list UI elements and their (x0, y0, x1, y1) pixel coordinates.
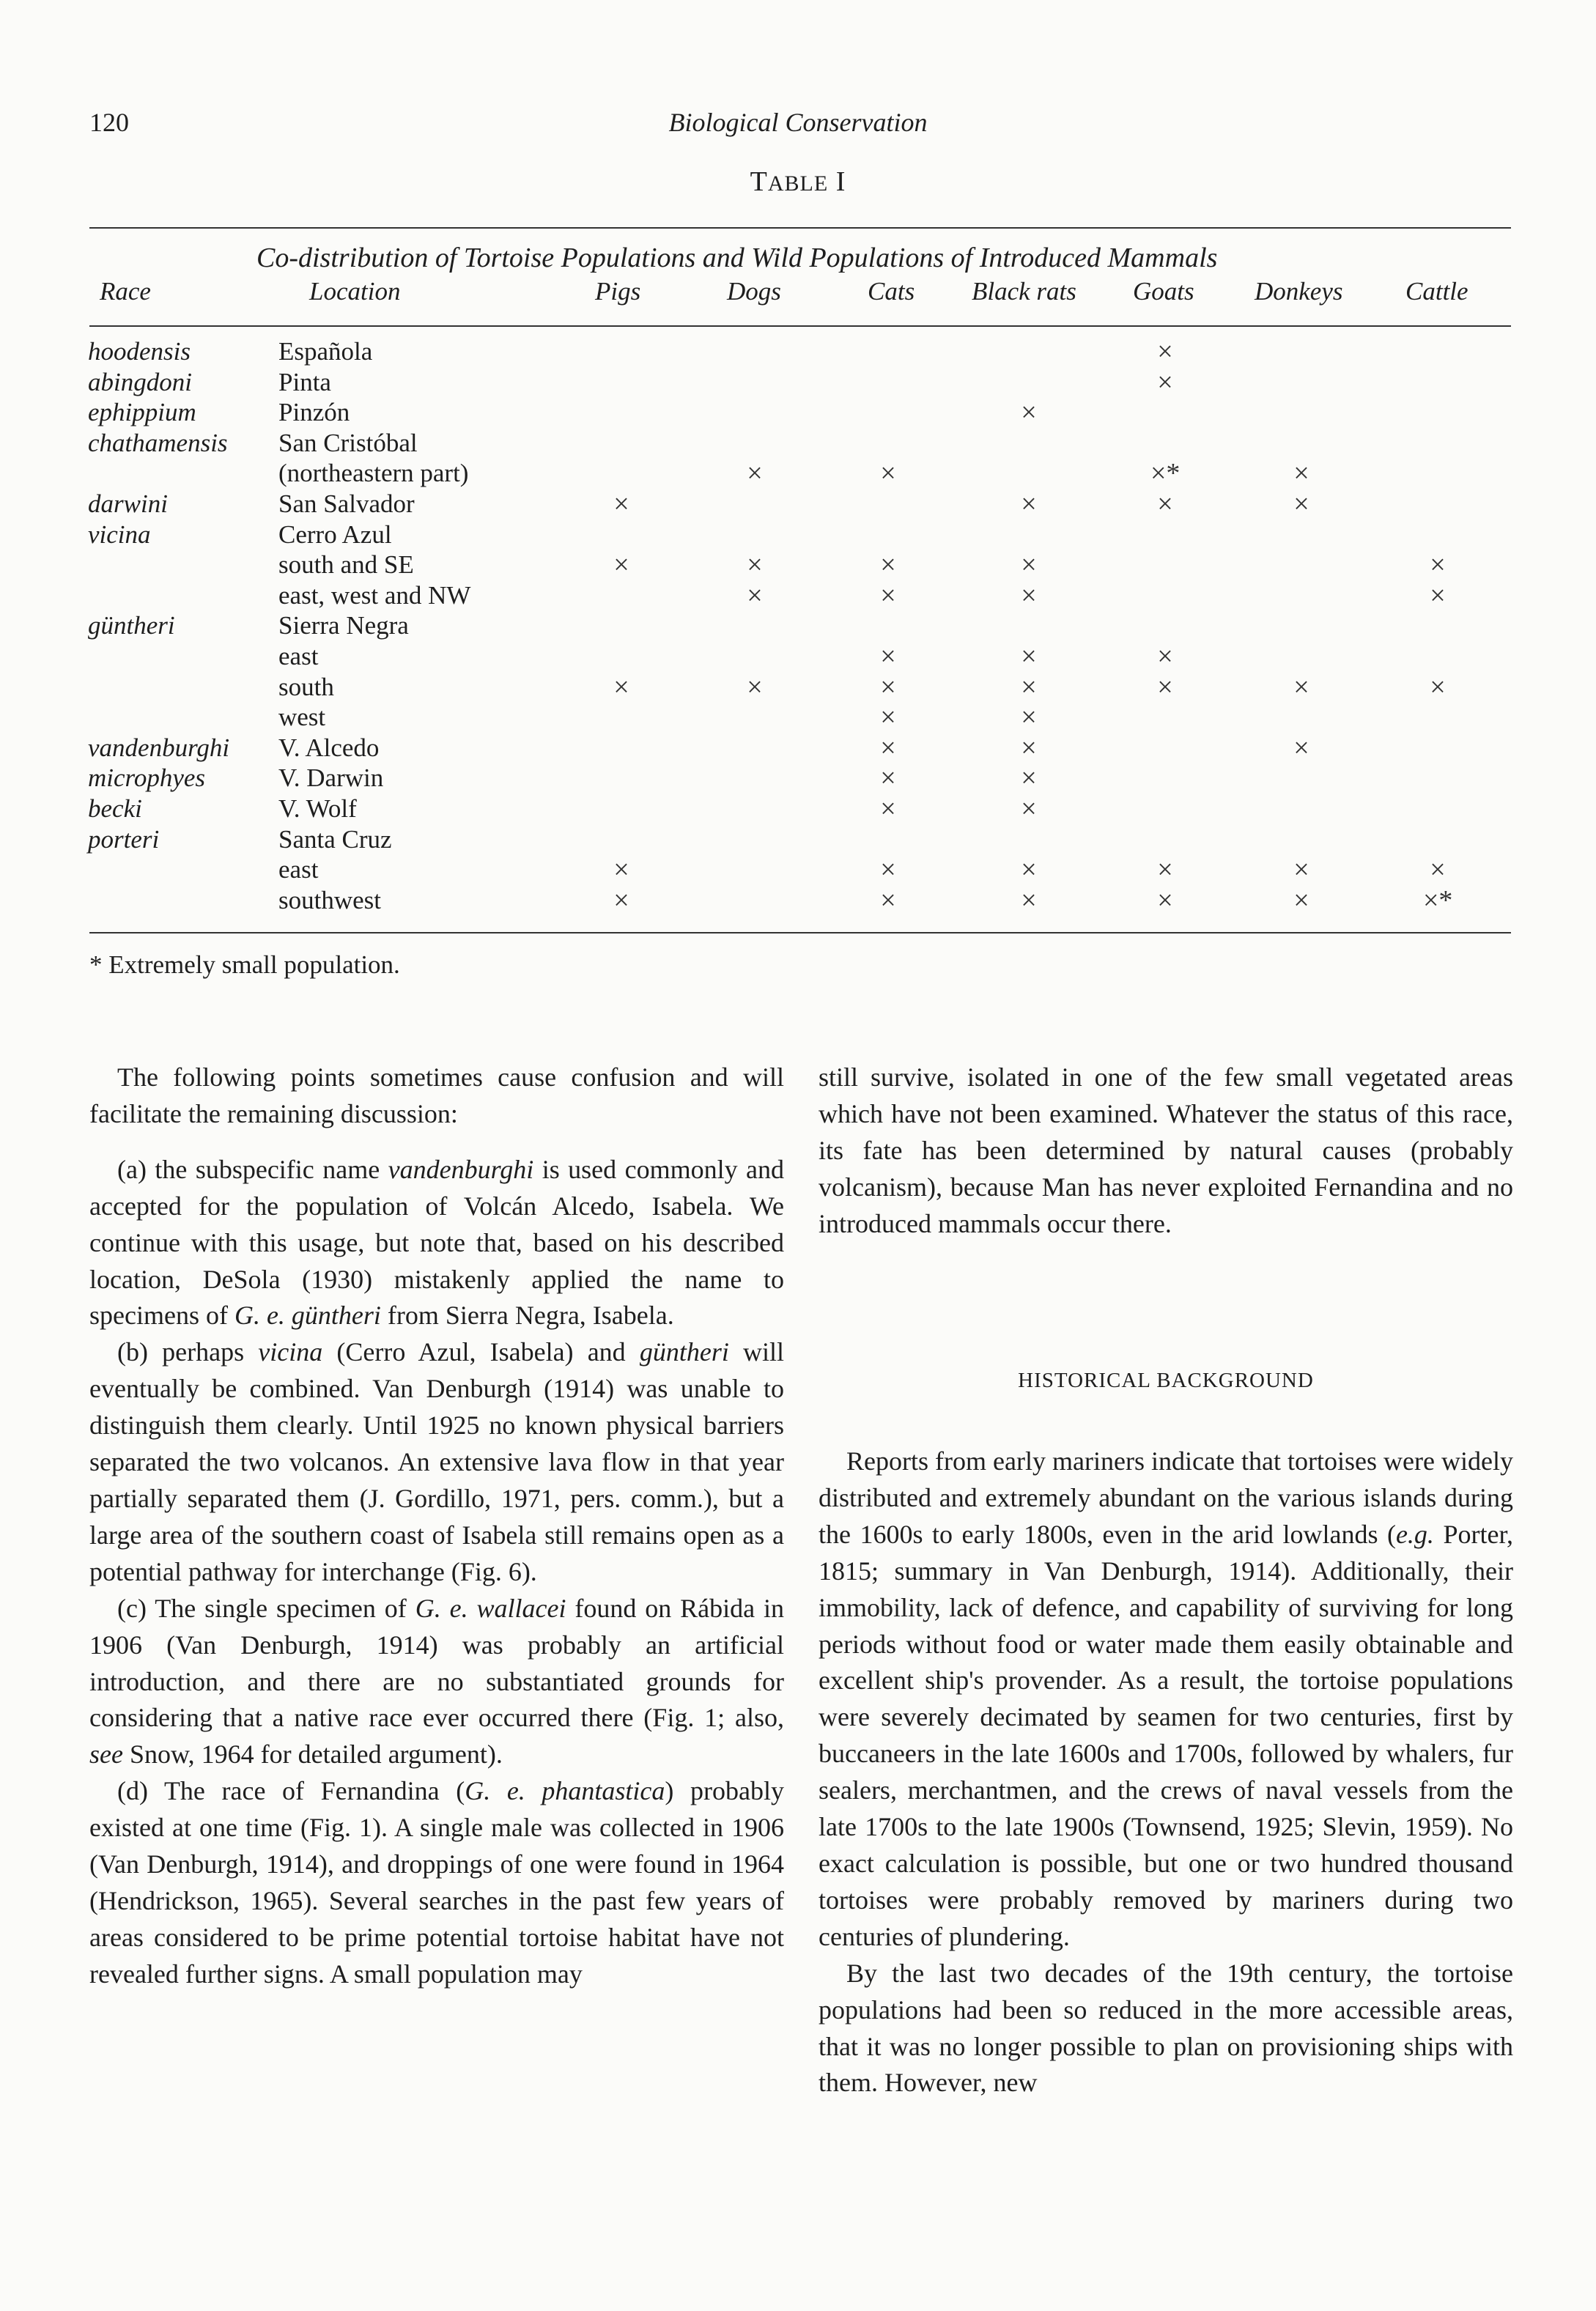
table-cell-location: east (278, 855, 319, 884)
table-cell-location: (northeastern part) (278, 459, 469, 487)
table-cell-location: V. Wolf (278, 794, 357, 823)
table-title (0, 166, 1596, 198)
table-cell-donkeys: × (1293, 672, 1309, 703)
table-cell-location: Pinta (278, 368, 331, 396)
table-cell-cats: × (880, 885, 896, 916)
table-cell-cats: × (880, 672, 896, 703)
point-c: (c) The single specimen of G. e. wallacei found on Rábida in 1906 (Van Denburgh, 1914) was probably an artificial introduction, and there are no substantiated grounds for considering that a native race ever occurred there (Fig. 1; also, see Snow, 1964 for detailed argument). (89, 1593, 785, 1770)
right-column (819, 1060, 1513, 1243)
table-cell-donkeys: × (1293, 885, 1309, 916)
col-header-black-rats: Black rats (972, 277, 1076, 306)
table-cell-donkeys: × (1293, 489, 1309, 519)
table-cell-race: ephippium (88, 398, 196, 426)
table-cell-dogs: × (747, 550, 763, 580)
table-cell-location: west (278, 703, 326, 731)
journal-title: Biological Conservation (668, 108, 928, 137)
table-cell-black-rats: × (1021, 885, 1037, 916)
history-paragraph-2: By the last two decades of the 19th century, the tortoise populations had been so reduced in the more accessible areas, that it was no longer possible to plan on provisioning ships with them. However, new (819, 1958, 1513, 2098)
table-cell-pigs: × (613, 885, 629, 916)
col-header-goats: Goats (1133, 277, 1194, 306)
table-cell-goats: × (1157, 489, 1173, 519)
table-cell-race: chathamensis (88, 429, 228, 457)
table-cell-race: vicina (88, 520, 151, 549)
table-cell-cats: × (880, 733, 896, 763)
table-cell-cats: × (880, 763, 896, 794)
table-cell-race: darwini (88, 489, 168, 518)
left-column (89, 1060, 784, 1993)
table-bottom-rule (89, 932, 1511, 933)
table-cell-black-rats: × (1021, 489, 1037, 519)
table-cell-location: Cerro Azul (278, 520, 392, 549)
table-cell-cattle: × (1430, 854, 1446, 885)
table-header-rule (89, 325, 1511, 327)
table-cell-dogs: × (747, 672, 763, 703)
table-cell-location: south and SE (278, 550, 414, 579)
table-cell-pigs: × (613, 854, 629, 885)
table-cell-black-rats: × (1021, 702, 1037, 733)
table-cell-goats: × (1157, 854, 1173, 885)
table-cell-location: Sierra Negra (278, 611, 409, 640)
table-cell-cattle: × (1430, 550, 1446, 580)
table-cell-race: microphyes (88, 763, 206, 792)
table-cell-cats: × (880, 458, 896, 489)
table-cell-pigs: × (613, 489, 629, 519)
table-cell-location: south (278, 673, 334, 701)
table-cell-donkeys: × (1293, 854, 1309, 885)
table-cell-dogs: × (747, 458, 763, 489)
table-cell-cattle: × (1430, 672, 1446, 703)
col-header-race: Race (100, 277, 151, 306)
point-b: (b) perhaps vicina (Cerro Azul, Isabela) and güntheri will eventually be combined. Van Denburgh (1914) was unable to distinguish them clearly. Until 1925 no known physical barriers separated the two volcanos. An extensive lava flow in that year partially separated them (J. Gordillo, 1971, pers. comm.), but a large area of the southern coast of Isabela still remains open as a potential pathway for interchange (Fig. 6). (89, 1337, 784, 1586)
table-cell-location: San Salvador (278, 489, 415, 518)
table-title-rest: ABLE (767, 171, 829, 196)
col-header-cattle: Cattle (1405, 277, 1468, 306)
table-cell-location: east, west and NW (278, 581, 471, 610)
table-cell-location: Santa Cruz (278, 825, 392, 854)
table-cell-cattle: ×* (1423, 885, 1453, 916)
table-cell-dogs: × (747, 580, 763, 611)
table-cell-black-rats: × (1021, 550, 1037, 580)
table-title-number: I (835, 166, 846, 197)
col-header-location: Location (309, 277, 401, 306)
table-cell-cats: × (880, 702, 896, 733)
section-heading: HISTORICAL BACKGROUND (1018, 1369, 1314, 1392)
intro-paragraph: The following points sometimes cause confusion and will facilitate the remaining discussion: (89, 1062, 784, 1128)
table-cell-race: porteri (88, 825, 160, 854)
table-cell-location: Española (278, 337, 373, 366)
table-cell-black-rats: × (1021, 580, 1037, 611)
table-cell-goats: × (1157, 336, 1173, 367)
table-cell-black-rats: × (1021, 854, 1037, 885)
table-cell-location: Pinzón (278, 398, 350, 426)
col-header-dogs: Dogs (727, 277, 781, 306)
table-cell-black-rats: × (1021, 763, 1037, 794)
table-cell-pigs: × (613, 550, 629, 580)
table-cell-cattle: × (1430, 580, 1446, 611)
table-footnote: * Extremely small population. (89, 950, 400, 979)
table-cell-cats: × (880, 580, 896, 611)
history-paragraph-1: Reports from early mariners indicate that tortoises were widely distributed and extremely abundant on the various islands during the 1600s to early 1800s, even in the arid lowlands (e.g. Porter, 1815; summary in Van Denburgh, 1914). Additionally, their immobility, lack of defence, and capability of surviving for long periods without food or water made them easily obtainable and excellent ship's provender. As a result, the tortoise populations were severely decimated by seamen for two centuries, first by buccaneers in the late 1600s and 1700s, followed by whalers, fur sealers, merchantmen, and the crews of naval vessels from the late 1700s to the late 1900s (Townsend, 1925; Slevin, 1959). No exact calculation is possible, but one or two hundred thousand tortoises were probably removed by mariners during two centuries of plundering. (819, 1446, 1513, 1951)
col-header-cats: Cats (868, 277, 915, 306)
table-cell-goats: ×* (1150, 458, 1181, 489)
table-cell-pigs: × (613, 672, 629, 703)
table-cell-location: southwest (278, 886, 381, 914)
table-cell-black-rats: × (1021, 397, 1037, 428)
table-cell-black-rats: × (1021, 794, 1037, 824)
table-cell-race: becki (88, 794, 142, 823)
table-cell-goats: × (1157, 641, 1173, 672)
table-cell-cats: × (880, 794, 896, 824)
page-number: 120 (89, 108, 129, 137)
table-top-rule (89, 227, 1511, 229)
table-cell-black-rats: × (1021, 672, 1037, 703)
point-a: (a) the subspecific name vandenburghi is used commonly and accepted for the population of Volcán Alcedo, Isabela. We continue with this usage, but note that, based on his described location, DeSola (1930) mistakenly applied the name to specimens of G. e. güntheri from Sierra Negra, Isabela. (89, 1154, 785, 1331)
table-cell-race: abingdoni (88, 368, 192, 396)
table-cell-black-rats: × (1021, 641, 1037, 672)
table-cell-race: güntheri (88, 611, 175, 640)
table-cell-race: vandenburghi (88, 733, 230, 762)
table-cell-goats: × (1157, 885, 1173, 916)
table-cell-cats: × (880, 641, 896, 672)
table-cell-location: east (278, 642, 319, 670)
table-cell-cats: × (880, 550, 896, 580)
table-caption: Co-distribution of Tortoise Populations and Wild Populations of Introduced Mammals (256, 243, 1218, 273)
table-cell-goats: × (1157, 367, 1173, 398)
table-cell-location: San Cristóbal (278, 429, 418, 457)
table-cell-location: V. Alcedo (278, 733, 380, 762)
right-column-body (819, 1443, 1513, 2101)
table-cell-donkeys: × (1293, 458, 1309, 489)
continued-paragraph: still survive, isolated in one of the few small vegetated areas which have not been examined. Whatever the status of this race, its fate has been determined by natural causes (probably volcanism), because Man has never exploited Fernandina and no introduced mammals occur there. (819, 1062, 1513, 1238)
table-cell-donkeys: × (1293, 733, 1309, 763)
table-cell-goats: × (1157, 672, 1173, 703)
table-title-initial: T (750, 166, 768, 197)
table-cell-race: hoodensis (88, 337, 191, 366)
point-d: (d) The race of Fernandina (G. e. phantastica) probably existed at one time (Fig. 1). A single male was collected in 1906 (Van Denburgh, 1914), and droppings of one were found in 1964 (Hendrickson, 1965). Several searches in the past few years of areas considered to be prime potential tortoise habitat have not revealed further signs. A small population may (89, 1776, 784, 1989)
table-cell-location: V. Darwin (278, 763, 384, 792)
table-cell-black-rats: × (1021, 733, 1037, 763)
table-cell-cats: × (880, 854, 896, 885)
col-header-pigs: Pigs (595, 277, 641, 306)
col-header-donkeys: Donkeys (1255, 277, 1343, 306)
